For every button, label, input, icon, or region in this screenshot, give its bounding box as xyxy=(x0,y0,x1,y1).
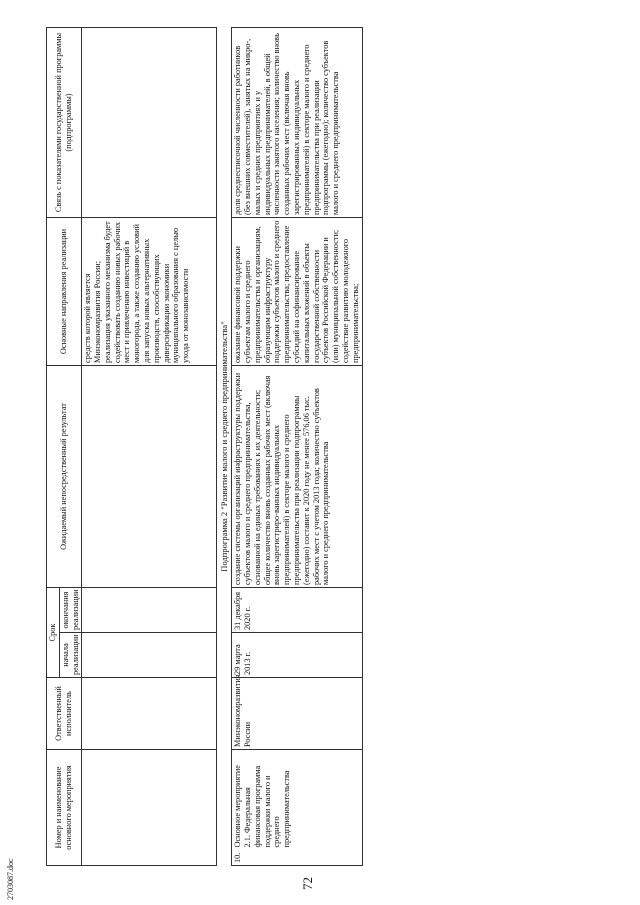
page-number: 72 xyxy=(300,877,315,890)
document-code: 2703087.doc xyxy=(6,858,15,900)
program-table xyxy=(46,27,363,866)
continued-directions: средств которой является Минэкономразвития России; реализация указанного механизма будет содействовать созданию новых рабочих мест и привлечению инвестиций в моногорода, а также созданию условий для запуска новых альтернативных производств, способствующих диверсификации экономики муниципального образования с целью ухода от монозависимости xyxy=(82,218,217,366)
row-name: Основное мероприятие 2.1. Федеральная финансовая программа поддержки малого и среднего предпринимательства xyxy=(232,750,362,850)
row-link: доля среднесписочной численности работников (без внешних совместителей), занятых на микро-, малых и средних предприятиях и у индивидуальных предпринимателей, в общей численности занятого населения; количество вновь созданных рабочих мест (включая вновь зарегистрированных индивидуальных предпринимателей) в секторе малого и среднего предпринимательства при реализации подпрограммы (ежегодно); количество субъектов малого и среднего предпринимательства xyxy=(232,28,362,218)
row-executor: Минэкономразвития России xyxy=(232,678,362,750)
header-directions: Основные направления реализации xyxy=(47,218,82,366)
header-result: Ожидаемый непосредственный результат xyxy=(47,366,82,588)
row-directions: оказание финансовой поддержки субъектам малого и среднего предпринимательства и организациям, образующим инфраструктуру поддержки субъектов малого и среднего предпринимательства; предоставление субсидий на софинансирование капитальных вложений в объекты государственной собственности субъектов Российской Федерации и (или) муниципальной собственности; содействие развитию молодежного предпринимательства; xyxy=(232,218,362,366)
row-start: 29 марта 2013 г. xyxy=(232,633,362,678)
header-term: Срок xyxy=(47,588,60,678)
subprogram-title: Подпрограмма 2 "Развитие малого и среднего предпринимательства" xyxy=(217,28,232,866)
header-end: окончания реализации xyxy=(59,588,82,633)
subprogram-row xyxy=(217,28,232,866)
row-result: создание системы организаций инфраструктуры поддержки субъектов малого и среднего предпринимательства, основанной на единых требованиях к их деятельности; общее количество вновь созданных рабочих мест (включая вновь зарегистриро-ванных индивидуальных предпринимателей) в секторе малого и среднего предпринимательства при реализации подпрограммы (ежегодно) составит к 2020 году не менее 576,06 тыс. рабочих мест с учетом 2013 года; количество субъектов малого и среднего предпринимательства xyxy=(232,366,362,588)
continued-row xyxy=(82,28,217,866)
table-row xyxy=(232,28,362,866)
row-end: 31 декабря 2020 г. xyxy=(232,588,362,633)
row-number: 10. xyxy=(232,850,362,866)
rotated-page xyxy=(46,28,606,866)
header-start: начала реализации xyxy=(59,633,82,678)
header-link: Связь с показателями государственной программы (подпрограммы) xyxy=(47,28,82,218)
header-name: Номер и наименование основного мероприятия xyxy=(47,750,82,866)
header-row xyxy=(47,28,60,866)
header-executor: Ответственный исполнитель xyxy=(47,678,82,750)
